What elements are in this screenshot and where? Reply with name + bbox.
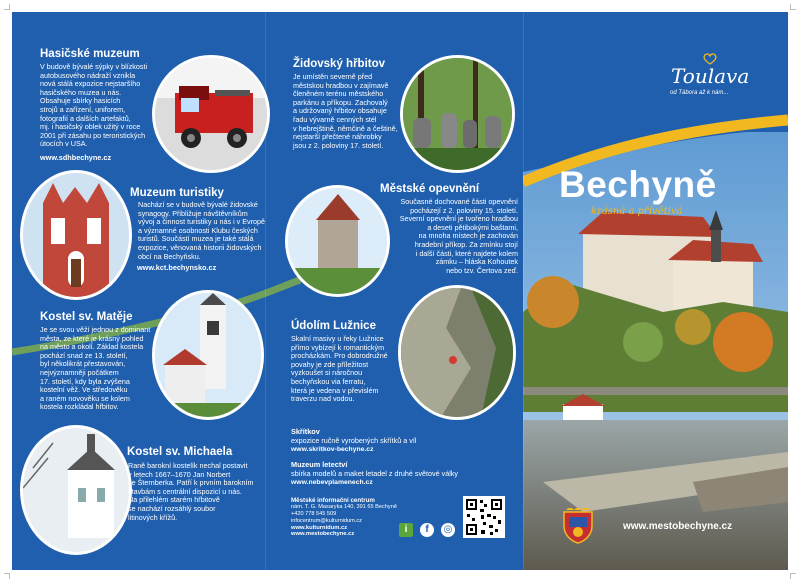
opevneni-title: Městské opevnění	[380, 183, 480, 195]
instagram-icon[interactable]: ◎	[441, 523, 455, 537]
skritkov-text: expozice ručně vyrobených skřítků a víl	[291, 436, 417, 445]
crop-mark	[790, 573, 796, 579]
church-michael-photo	[20, 425, 132, 555]
info-center	[291, 497, 461, 537]
brand-heart-icon	[703, 52, 717, 64]
info-icon[interactable]: i	[399, 523, 413, 537]
michael-title: Kostel sv. Michaela	[127, 446, 233, 458]
qr-code[interactable]	[463, 496, 505, 538]
crop-mark	[790, 4, 796, 10]
skritkov-title: Skřítkov	[291, 427, 320, 436]
letectvi-text: sbírka modelů a maket letadel z druhé světové války	[291, 469, 458, 478]
hasicske-title: Hasičské muzeum	[40, 48, 140, 60]
luznice-text: Skalní masivy u řeky Lužnice přímo vybízejí k romantickým procházkám. Pro dobrodružné povahy je zde příležitost vyzkoušet si náročnou bechyňskou via ferratu, která je vedena v převislém traverzu nad vodou.	[291, 334, 388, 404]
fire-truck-photo	[152, 55, 270, 173]
coat-of-arms-icon	[561, 508, 595, 544]
cemetery-photo	[400, 55, 515, 173]
rock-climbing-photo	[398, 285, 516, 420]
synagogue-photo	[20, 170, 132, 300]
skritkov-link[interactable]: www.skritkov-bechyne.cz	[291, 446, 374, 453]
info-title: Městské informační centrum	[291, 497, 375, 504]
fold-line-2	[523, 12, 524, 570]
turistiky-link[interactable]: www.kct.bechynsko.cz	[137, 263, 217, 272]
michael-text: Raně barokní kostelík nechal postavit v letech 1667–1670 Jan Norbert ze Šternberka. Patří k prvním barokním stavbám s centrální dispozicí u nás. Na přilehlém starém hřbitově se nachází rozsáhlý soubor litinových křížů.	[128, 461, 254, 522]
church-matej-photo	[152, 290, 264, 420]
crop-mark	[4, 4, 10, 10]
crop-mark	[4, 573, 10, 579]
city-tagline: krásná a přívětivá	[591, 206, 683, 217]
hasicske-text: V budově bývalé sýpky v blízkosti autobusového nádraží vznikla nová stálá expozice nejstaršího hasičského muzea u nás. Obsahuje sbírky hasicích strojů a zařízení, uniforem, fotografií a dalších artefaktů, mj. i hasičský oblek užitý v roce 2001 při zásahu po teroristických útocích v USA.	[40, 62, 148, 149]
facebook-icon[interactable]: f	[420, 523, 434, 537]
info-web2[interactable]: www.mestobechyne.cz	[291, 531, 355, 537]
info-phone: +420 778 545 509	[291, 511, 337, 517]
turistiky-title: Muzeum turistiky	[130, 187, 224, 199]
zidovsky-text: Je umístěn severně před městskou hradbou v zajímavě členěném terénu městského parkánu a příkopu. Zachovalý a udržovaný hřbitov obsahuje řadu vývarně cenných stél v hebrejštině, němčině a češtině, nejstarší přečtené náhrobky jsou z 2. poloviny 17. století.	[293, 72, 398, 150]
info-email[interactable]: infocentrum@kulturnidum.cz	[291, 518, 362, 524]
letectvi-title: Muzeum letectví	[291, 460, 348, 469]
matej-title: Kostel sv. Matěje	[40, 311, 133, 323]
brand-tagline: od Tábora až k nám...	[670, 90, 729, 96]
info-address: nám. T. G. Masaryka 140, 391 65 Bechyně	[291, 504, 397, 510]
opevneni-text: Současné dochované části opevnění pocházejí z 2. poloviny 15. století. Severní opevnění je tvořeno hradbou a deseti pětibokými baštami, na mnoha místech je zachován hradební příkop. Za zmínku stojí i další části, které najdete kolem zámku – hláska Kohoutek nebo tzv. Čertova zeď.	[399, 197, 518, 275]
zidovsky-title: Židovský hřbitov	[293, 58, 386, 70]
brand-logo: Toulava	[671, 64, 750, 88]
hasicske-link[interactable]: www.sdhbechyne.cz	[40, 153, 112, 162]
fortification-photo	[285, 185, 390, 297]
cover-panel	[523, 12, 788, 570]
fold-line-1	[265, 12, 266, 570]
luznice-title: Údolím Lužnice	[291, 320, 376, 332]
matej-text: Je se svou věží jednou z dominant města, ze které je krásný pohled na město a okolí. Základ kostela pochází snad ze 13. století, byl několikrát přestavován, nejvýznamněji počátkem 17. století, kdy byla zvýšena kostelní věž. Ve středověku a raném novověku se kolem kostela rozkládal hřbitov.	[40, 325, 151, 412]
letectvi-link[interactable]: www.nebevplamenech.cz	[291, 479, 373, 486]
cover-website[interactable]: www.mestobechyne.cz	[623, 521, 733, 532]
turistiky-text: Nachází se v budově bývalé židovské synagogy. Přibližuje návštěvníkům vývoj a činnost turistiky u nás i v Evropě a významné osobnosti Klubu českých turistů. Součástí muzea je také stálá expozice, věnovaná historii židovských obcí na Bechyňsku.	[138, 200, 266, 261]
info-web1[interactable]: www.kulturnidum.cz	[291, 525, 348, 531]
city-title: Bechyně	[559, 164, 717, 205]
